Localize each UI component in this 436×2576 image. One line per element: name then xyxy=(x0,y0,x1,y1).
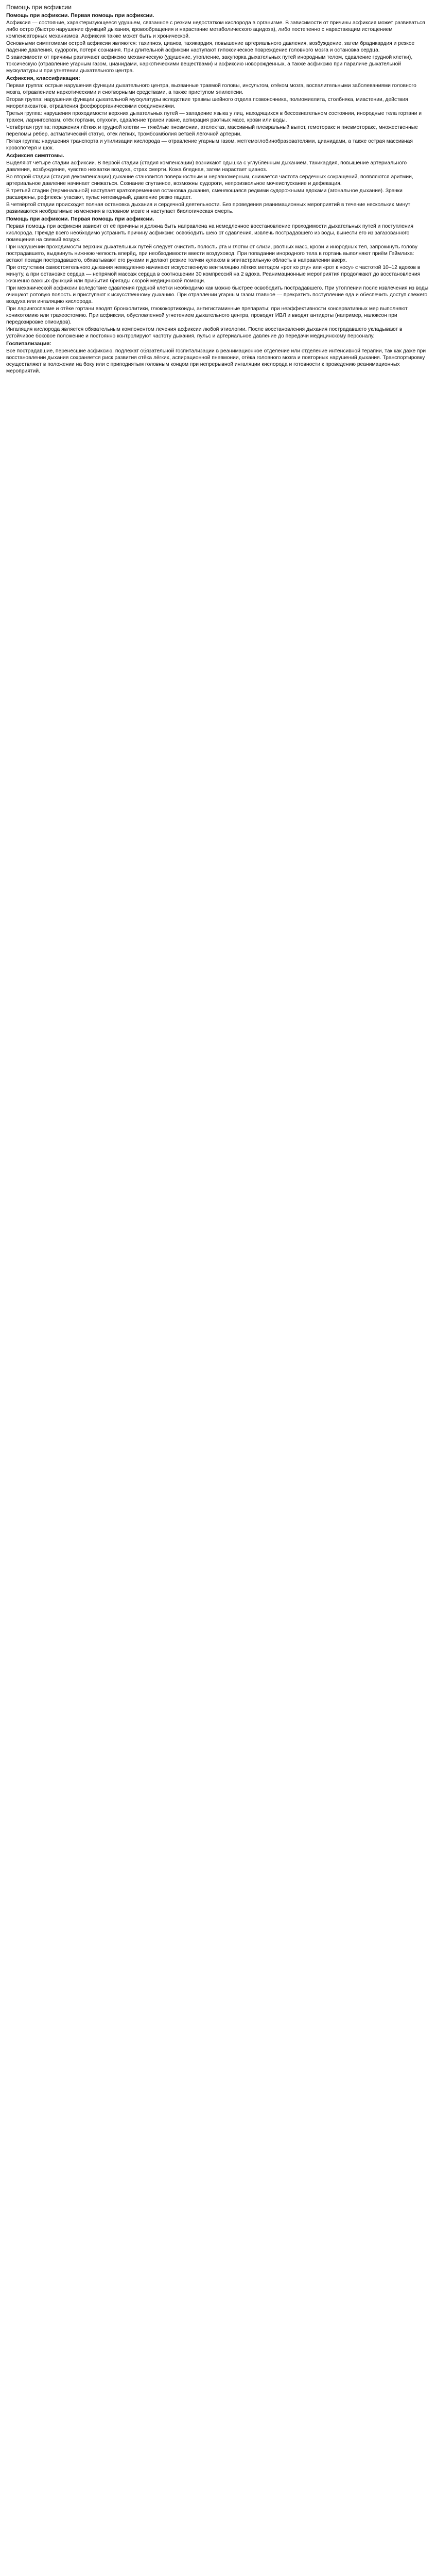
paragraph: Четвёртая группа: поражения лёгких и грудной клетки — тяжёлые пневмонии, ателектаз, массивный плевральный выпот, гемоторакс и пневмоторакс, множественные переломы рёбер, астматический статус, отёк лёгких, тромбоэмболия ветвей лёгочной артерии. xyxy=(6,125,418,137)
article-section xyxy=(6,152,430,215)
paragraph: Выделяют четыре стадии асфиксии. В первой стадии (стадия компенсации) возникают одышка с углублённым дыханием, тахикардия, повышение артериального давления, возбуждение, чувство нехватки воздуха, страх смерти. Кожа бледная, затем нарастает цианоз. xyxy=(6,160,407,173)
paragraph: Первая группа: острые нарушения функции дыхательного центра, вызванные травмой головы, инсультом, отёком мозга, воспалительными заболеваниями головного мозга, отравлением наркотическими и снотворными средствами, а также приступом эпилепсии. xyxy=(6,83,416,95)
paragraph: Ингаляция кислорода является обязательным компонентом лечения асфиксии любой этиологии. После восстановления дыхания пострадавшего укладывают в устойчивое боковое положение и постоянно контролируют частоту дыхания, пульс и артериальное давление до передачи медицинскому персоналу. xyxy=(6,327,403,339)
paragraph: В третьей стадии (терминальной) наступает кратковременная остановка дыхания, сменяющаяся редкими судорожными вдохами (агональное дыхание). Зрачки расширены, рефлексы угасают, пульс нитевидный, давление резко падает. xyxy=(6,188,403,200)
paragraph: При механической асфиксии вследствие сдавления грудной клетки необходимо как можно быстрее освободить пострадавшего. При утоплении после извлечения из воды очищают ротовую полость и приступают к искусственному дыханию. При отравлении угарным газом главное — прекратить поступление яда и обеспечить доступ свежего воздуха или ингаляцию кислорода. xyxy=(6,285,429,304)
article-section xyxy=(6,12,430,74)
section-heading: Госпитализация: xyxy=(6,341,51,347)
article-page xyxy=(0,0,436,381)
article-section xyxy=(6,341,430,375)
paragraph: Вторая группа: нарушения функции дыхательной мускулатуры вследствие травмы шейного отдела позвоночника, полиомиелита, столбняка, миастении, действия миорелаксантов, отравления фосфорорганическими соединениями. xyxy=(6,97,408,109)
section-heading: Помощь при асфиксии. Первая помощь при асфиксии. xyxy=(6,12,154,19)
section-heading: Асфиксия симптомы. xyxy=(6,152,64,159)
paragraph: При отсутствии самостоятельного дыхания немедленно начинают искусственную вентиляцию лёгких методом «рот ко рту» или «рот к носу» с частотой 10–12 вдохов в минуту, а при остановке сердца — непрямой массаж сердца в соотношении 30 компрессий на 2 вдоха. Реанимационные мероприятия продолжают до восстановления жизненно важных функций или прибытия бригады скорой медицинской помощи. xyxy=(6,265,421,284)
article-section xyxy=(6,216,430,340)
paragraph: В четвёртой стадии происходит полная остановка дыхания и сердечной деятельности. Без проведения реанимационных мероприятий в течение нескольких минут развиваются необратимые изменения в головном мозге и наступает биологическая смерть. xyxy=(6,202,411,214)
paragraph: Пятая группа: нарушения транспорта и утилизации кислорода — отравление угарным газом, метгемоглобинобразователями, цианидами, а также острая массивная кровопотеря и шок. xyxy=(6,139,413,151)
section-heading: Асфиксия, классификация: xyxy=(6,75,80,81)
paragraph: Третья группа: нарушения проходимости верхних дыхательных путей — западение языка у лиц, находящихся в бессознательном состоянии, инородные тела гортани и трахеи, ларингоспазм, отёк гортани, опухоли, сдавление трахеи извне, аспирация рвотных масс, крови или воды. xyxy=(6,111,422,123)
article-body xyxy=(6,12,430,375)
paragraph: Все пострадавшие, перенёсшие асфиксию, подлежат обязательной госпитализации в реанимационное отделение или отделение интенсивной терапии, так как даже при восстановлении дыхания сохраняется риск развития отёка лёгких, аспирационной пневмонии, отёка головного мозга и повторных нарушений дыхания. Транспортировку осуществляют в положении на боку или с приподнятым головным концом при непрерывной ингаляции кислорода и готовности к проведению реанимационных мероприятий. xyxy=(6,348,426,374)
paragraph: Во второй стадии (стадия декомпенсации) дыхание становится поверхностным и неравномерным, снижается частота сердечных сокращений, появляются аритмии, артериальное давление начинает снижаться. Сознание спутанное, возможны судороги, непроизвольное мочеиспускание и дефекация. xyxy=(6,174,413,187)
section-heading: Помощь при асфиксии. Первая помощь при асфиксии. xyxy=(6,216,154,222)
paragraph: При нарушении проходимости верхних дыхательных путей следует очистить полость рта и глотки от слизи, рвотных масс, крови и инородных тел, запрокинуть голову пострадавшего, выдвинуть нижнюю челюсть вперёд, при необходимости ввести воздуховод. При попадании инородного тела в гортань выполняют приём Геймлиха: встают позади пострадавшего, обхватывают его руками и делают резкие толчки кулаком в эпигастральную область в направлении вверх. xyxy=(6,244,417,263)
article-section xyxy=(6,75,430,151)
paragraph: Основными симптомами острой асфиксии являются: тахипноэ, цианоз, тахикардия, повышение артериального давления, возбуждение, затем брадикардия и резкое падение давления, судороги, потеря сознания. При длительной асфиксии наступают гипоксическое повреждение головного мозга и остановка сердца. xyxy=(6,41,415,53)
paragraph: Первая помощь при асфиксии зависит от её причины и должна быть направлена на немедленное восстановление проходимости дыхательных путей и поступления кислорода. Прежде всего необходимо устранить причину асфиксии: освободить шею от сдавления, извлечь пострадавшего из воды, вынести его из загазованного помещения на свежий воздух. xyxy=(6,224,413,243)
paragraph: Асфиксия — состояние, характеризующееся удушьем, связанное с резким недостатком кислорода в организме. В зависимости от причины асфиксия может развиваться либо остро (быстро нарушение функций дыхания, кровообращения и нарастание метаболического ацидоза), либо постепенно с нарастающим истощением компенсаторных механизмов. Асфиксия также может быть и хронической. xyxy=(6,20,425,39)
page-title: Помощь при асфиксии xyxy=(6,4,72,11)
paragraph: В зависимости от причины различают асфиксию механическую (удушение, утопление, закупорка дыхательных путей инородным телом, сдавление грудной клетки), токсическую (отравление угарным газом, цианидами, наркотическими веществами) и асфиксию новорождённых, а также асфиксию при параличе дыхательной мускулатуры и при угнетении дыхательного центра. xyxy=(6,55,413,74)
paragraph: При ларингоспазме и отёке гортани вводят бронхолитики, глюкокортикоиды, антигистаминные препараты; при неэффективности консервативных мер выполняют коникотомию или трахеостомию. При асфиксии, обусловленной угнетением дыхательного центра, проводят ИВЛ и вводят антидоты (например, налоксон при передозировке опиоидов). xyxy=(6,306,408,325)
